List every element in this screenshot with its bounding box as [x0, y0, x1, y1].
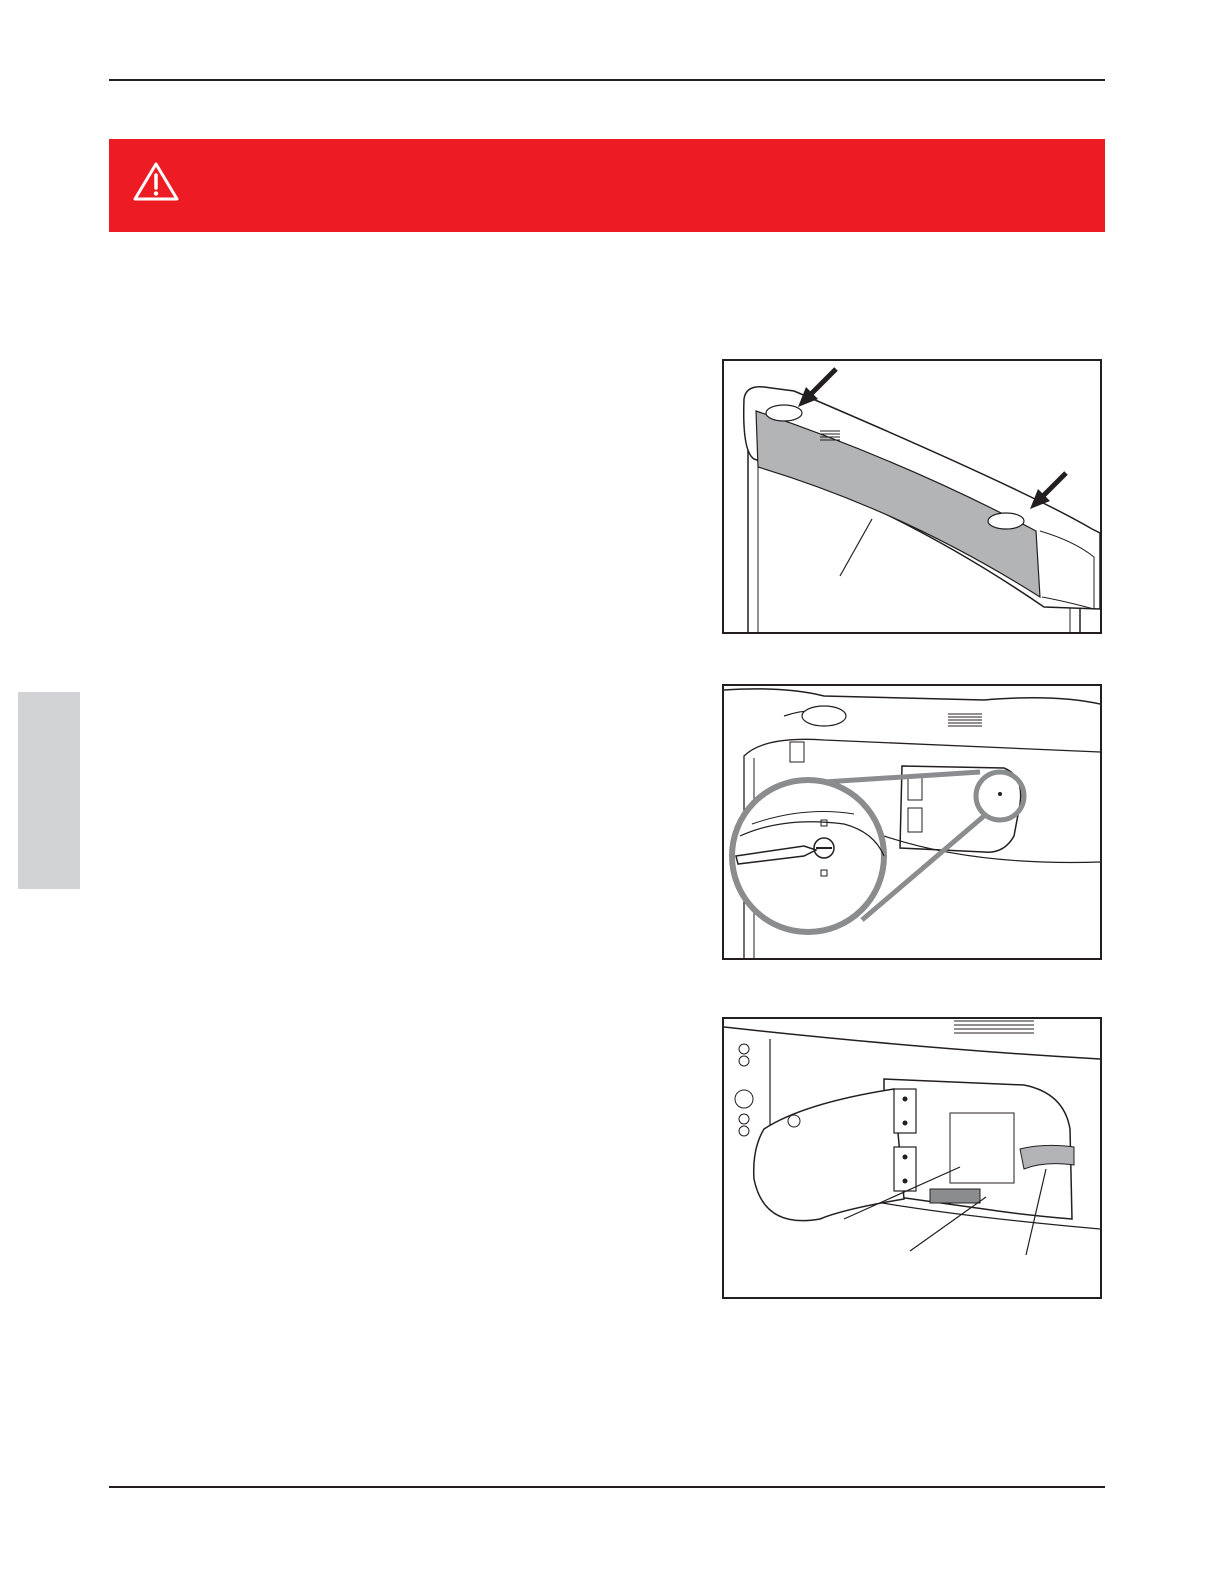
warning-triangle-icon: [133, 161, 179, 201]
figure-open-compartment: [722, 1017, 1102, 1299]
cover-illustration: [724, 361, 1100, 632]
compartment-illustration: [724, 1019, 1100, 1297]
warning-banner: [109, 139, 1105, 232]
screw-illustration: [724, 686, 1100, 958]
arrow-icon: [1030, 473, 1066, 509]
section-tab: [18, 692, 80, 889]
figure-screw-removal: [722, 684, 1102, 960]
footer-rule: [109, 1486, 1105, 1488]
figure-cover-removal: [722, 359, 1102, 634]
header-rule: [109, 79, 1105, 81]
